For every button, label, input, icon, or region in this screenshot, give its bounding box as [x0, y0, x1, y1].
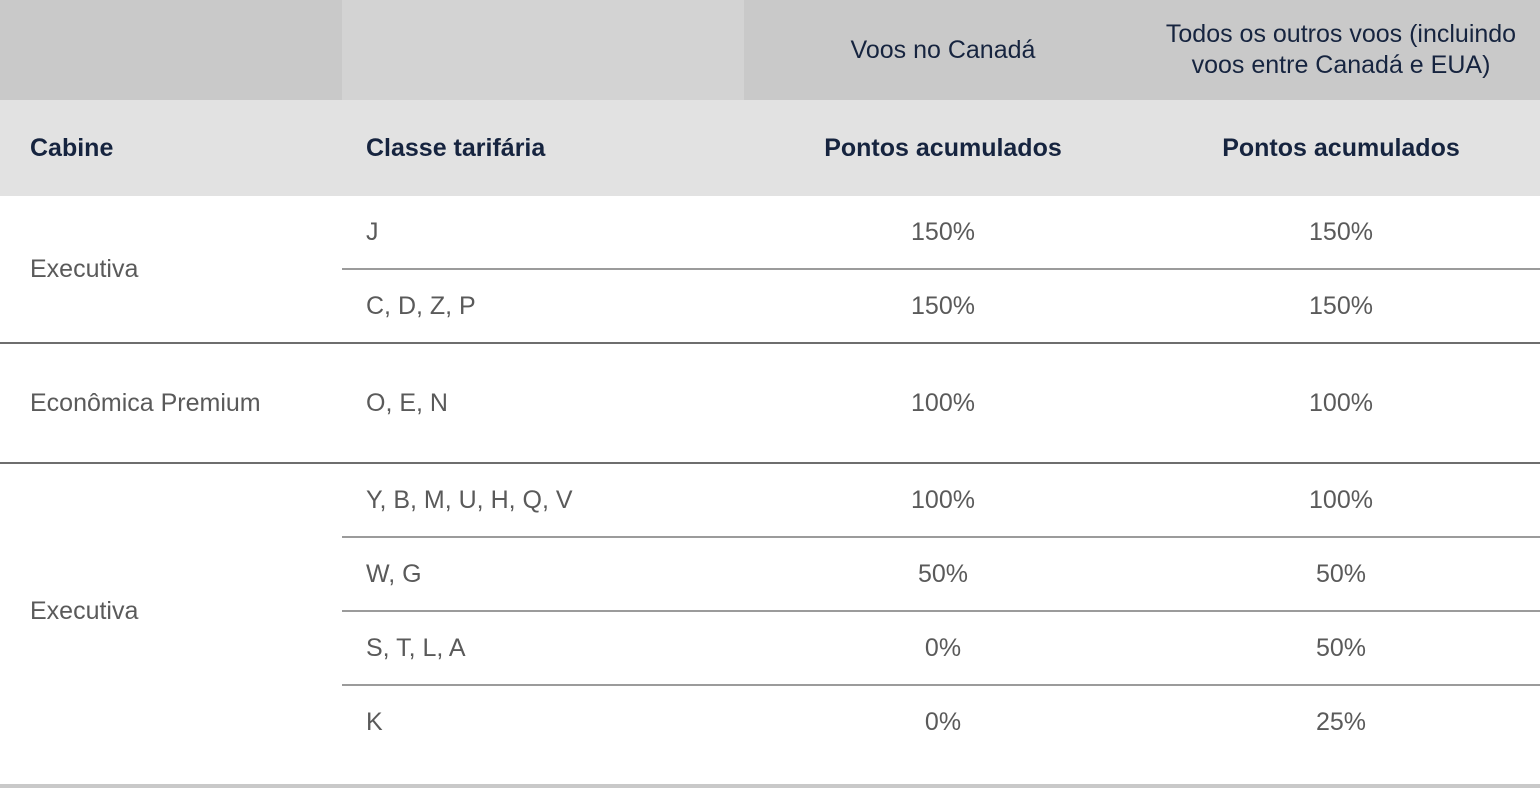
- table-body: [0, 196, 1540, 784]
- cell-points-other: 150%: [1142, 196, 1540, 269]
- cell-points-canada: 100%: [744, 463, 1142, 537]
- group-header-canada: Voos no Canadá: [744, 0, 1142, 100]
- table-head: [0, 0, 1540, 196]
- cell-points-other: 150%: [1142, 269, 1540, 343]
- cell-fare-class: J: [342, 196, 744, 269]
- table-row: [0, 196, 1540, 269]
- cell-points-canada: 0%: [744, 611, 1142, 685]
- column-header-points-canada: Pontos acumulados: [744, 100, 1142, 196]
- cell-points-other: 100%: [1142, 463, 1540, 537]
- cell-points-other: 25%: [1142, 685, 1540, 758]
- cell-fare-class: K: [342, 685, 744, 758]
- cell-points-canada: 150%: [744, 196, 1142, 269]
- table-column-header-row: [0, 100, 1540, 196]
- cell-fare-class: S, T, L, A: [342, 611, 744, 685]
- cell-points-canada: 150%: [744, 269, 1142, 343]
- cell-cabin: Econômica Premium: [0, 343, 342, 463]
- cell-points-canada: 100%: [744, 343, 1142, 463]
- pad-cell: [1142, 758, 1540, 784]
- cell-points-other: 50%: [1142, 611, 1540, 685]
- cell-points-canada: 0%: [744, 685, 1142, 758]
- cell-points-other: 100%: [1142, 343, 1540, 463]
- pad-cell: [744, 758, 1142, 784]
- column-header-cabin: Cabine: [0, 100, 342, 196]
- cell-fare-class: Y, B, M, U, H, Q, V: [342, 463, 744, 537]
- cell-cabin: Executiva: [0, 196, 342, 343]
- column-header-fare-class: Classe tarifária: [342, 100, 744, 196]
- table-bottom-padding: [0, 758, 1540, 784]
- table-group-header-row: [0, 0, 1540, 100]
- table-row: [0, 463, 1540, 537]
- pad-cell: [342, 758, 744, 784]
- cell-fare-class: C, D, Z, P: [342, 269, 744, 343]
- group-header-other: Todos os outros voos (incluindo voos entre Canadá e EUA): [1142, 0, 1540, 100]
- group-header-blank-cabin: [0, 0, 342, 100]
- table-row: [0, 343, 1540, 463]
- group-header-blank-fare: [342, 0, 744, 100]
- cell-fare-class: O, E, N: [342, 343, 744, 463]
- pad-cell: [0, 758, 342, 784]
- column-header-points-other: Pontos acumulados: [1142, 100, 1540, 196]
- cell-cabin: Executiva: [0, 463, 342, 758]
- cell-fare-class: W, G: [342, 537, 744, 611]
- cell-points-canada: 50%: [744, 537, 1142, 611]
- cell-points-other: 50%: [1142, 537, 1540, 611]
